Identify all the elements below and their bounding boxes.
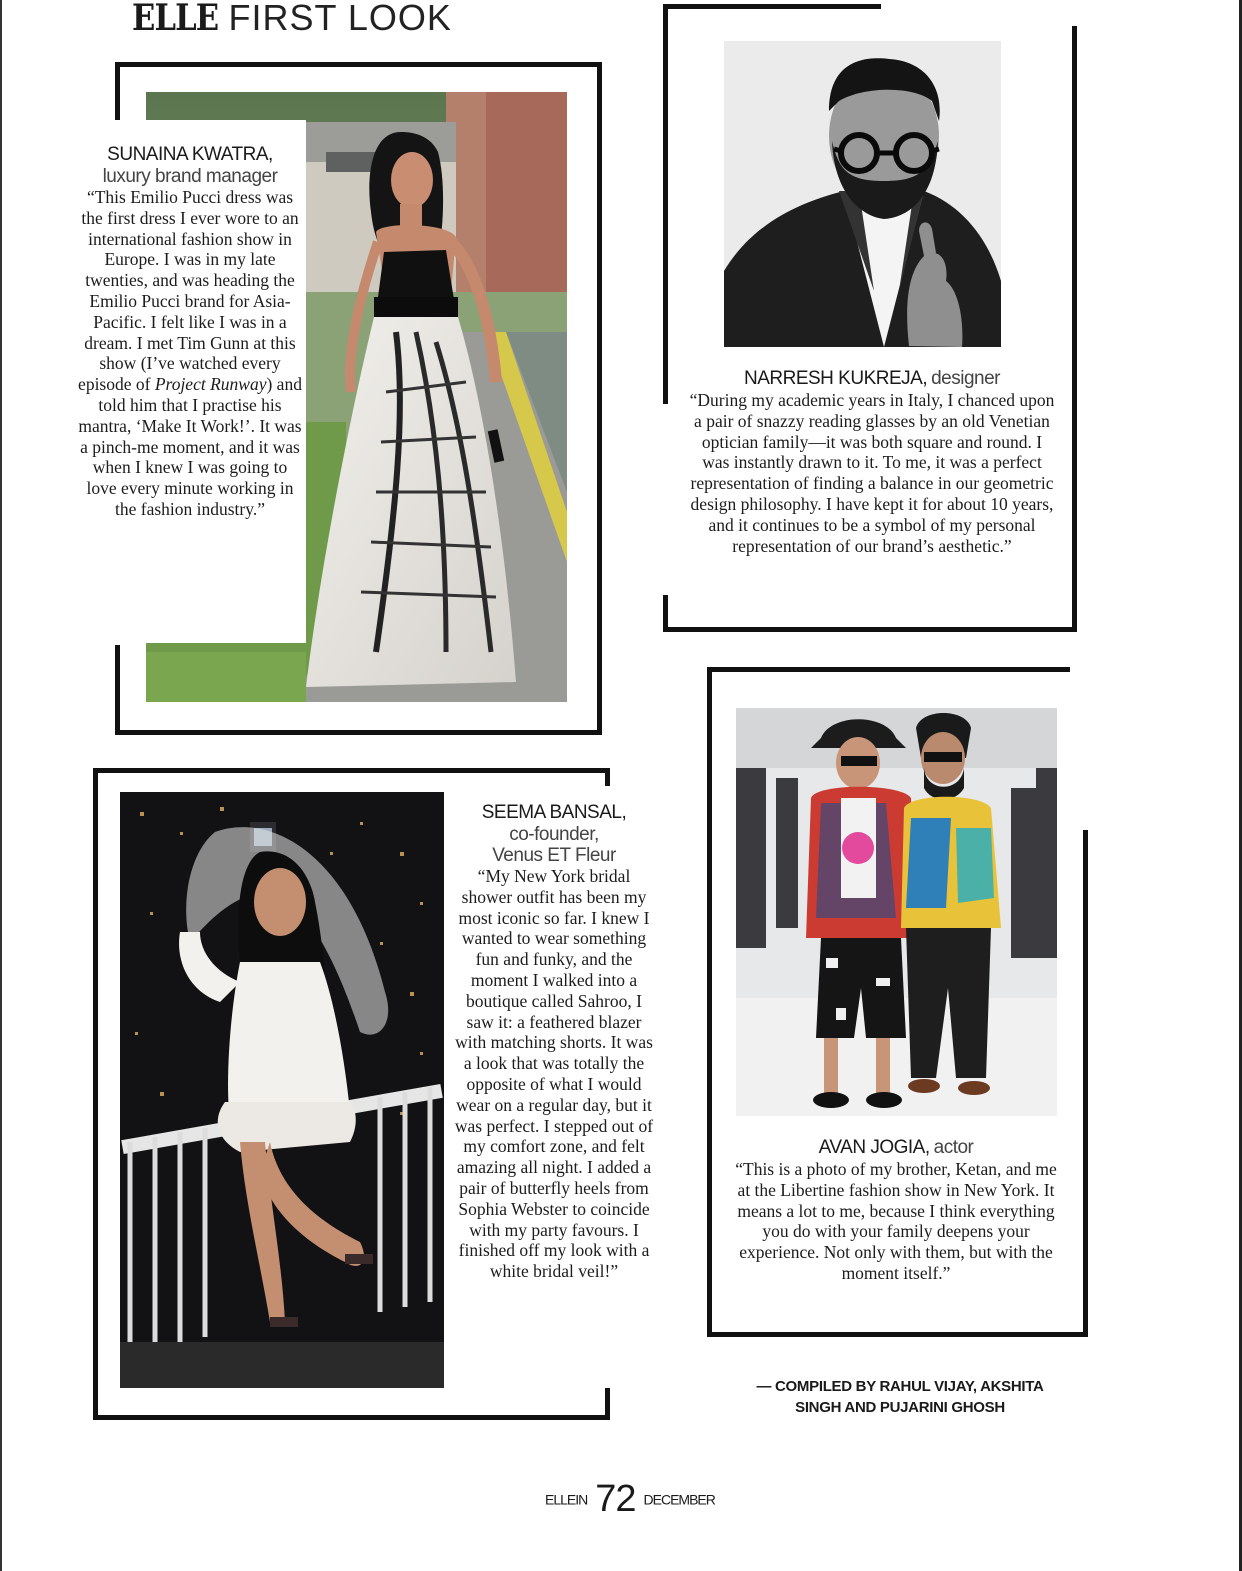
folio-month: DECEMBER	[643, 1491, 715, 1508]
photo-illustration-seema	[120, 792, 444, 1388]
page-folio	[545, 1478, 715, 1522]
frame-left-upper	[115, 62, 120, 120]
frame-top	[93, 768, 610, 773]
photo-avan-jogia	[736, 708, 1057, 1116]
profile-quote: “My New York bridal shower outfit has been my most iconic so far. I knew I wanted to wear something fun and funky, and the moment I walked into a boutique called Sahroo, I saw it: a feathered blazer with matching shorts. It was a look that was totally the opposite of what I would wear on a regular day, but it was perfect. I stepped out of my comfort zone, and felt amazing all night. I added a pair of butterfly heels from Sophia Webster to coincide with my party favours. I finished off my look with a white bridal veil!”	[454, 866, 654, 1282]
profile-name: SUNAINA KWATRA,	[107, 144, 273, 165]
profile-name: AVAN JOGIA,	[818, 1137, 930, 1158]
frame-bottom	[115, 730, 602, 735]
profile-text-avan	[730, 1137, 1062, 1284]
frame-left-upper	[663, 4, 668, 404]
profile-text-seema	[452, 802, 656, 1282]
profile-role-line2: Venus ET Fleur	[492, 845, 616, 866]
profile-quote: “This is a photo of my brother, Ketan, and me at the Libertine fashion show in New York. It means a lot to me, because I think everything you do with your family deepens your experience. Not only with them, but with the moment itself.”	[735, 1159, 1057, 1283]
frame-top	[707, 667, 1070, 672]
profile-name: SEEMA BANSAL,	[481, 802, 627, 823]
profile-role-line1: co-founder,	[509, 824, 599, 845]
section-masthead	[132, 0, 452, 40]
profile-text-sunaina	[74, 120, 306, 643]
profile-text-narresh	[688, 368, 1056, 556]
frame-left	[93, 768, 98, 1420]
frame-left-lower	[115, 645, 120, 735]
profile-role: luxury brand manager	[102, 166, 278, 187]
profile-quote: “During my academic years in Italy, I chanced upon a pair of snazzy reading glasses by an old Venetian optician family—it was both square and round. I was instantly drawn to it. To me, it was a perfect representation of finding a balance in our geometric design philosophy. I have kept it for about 10 years, and it continues to be a symbol of my personal representation of our brand’s aesthetic.”	[689, 390, 1055, 556]
frame-right-upper	[605, 768, 610, 786]
frame-bottom	[707, 1332, 1088, 1337]
compiled-by-credit: — COMPILED BY RAHUL VIJAY, AKSHITA SINGH AND PUJARINI GHOSH	[756, 1378, 1044, 1416]
photo-seema-bansal	[120, 792, 444, 1388]
frame-top	[663, 4, 881, 9]
section-title: FIRST LOOK	[228, 0, 452, 38]
profile-quote: “This Emilio Pucci dress was the first dress I ever wore to an international fashion show in Europe. I was in my late twenties, and was heading the Emilio Pucci brand for Asia-Pacific. I felt like I was in a dream. I met Tim Gunn at this show (I’ve watched every episode of Project Runway) and told him that I practise his mantra, ‘Make It Work!’. It was a pinch-me moment, and it was when I knew I was going to love every minute working in the fashion industry.”	[78, 187, 302, 519]
page-number: 72	[595, 1478, 636, 1520]
profile-name: NARRESH KUKREJA,	[744, 368, 928, 389]
profile-role: designer	[931, 368, 1000, 389]
elle-logo: ELLE	[132, 0, 219, 39]
photo-illustration-avan	[736, 708, 1057, 1116]
profile-role: actor	[933, 1137, 974, 1158]
photo-illustration-narresh	[724, 41, 1001, 347]
page-edge-left	[0, 0, 2, 1571]
show-title: Project Runway	[154, 374, 267, 395]
frame-top	[115, 62, 602, 67]
frame-bottom	[93, 1415, 610, 1420]
frame-left	[707, 667, 712, 1337]
folio-magazine: ELLEIN	[545, 1491, 588, 1508]
frame-right	[597, 62, 602, 735]
frame-right	[1083, 830, 1088, 1337]
photo-narresh-kukreja	[724, 41, 1001, 347]
frame-bottom	[663, 627, 1077, 632]
frame-right	[1072, 26, 1077, 632]
